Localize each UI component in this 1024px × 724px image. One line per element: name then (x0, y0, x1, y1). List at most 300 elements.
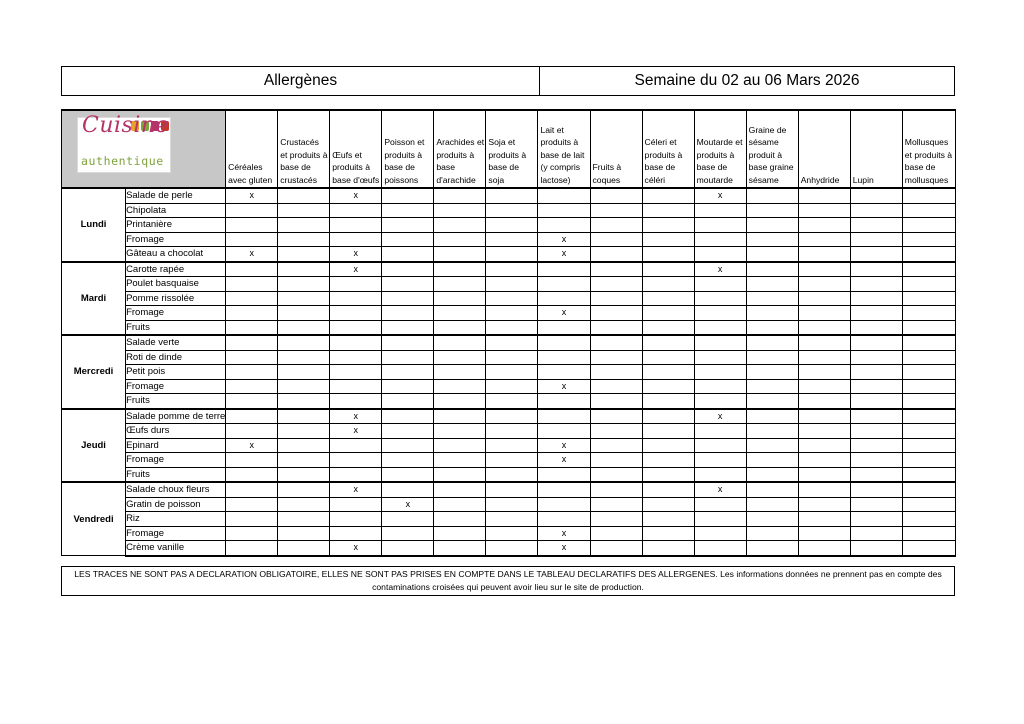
allergen-mark-cell (382, 232, 434, 247)
allergen-mark-cell (278, 453, 330, 468)
table-row (62, 409, 956, 424)
allergen-mark-cell (798, 467, 850, 482)
allergen-mark-cell: x (330, 424, 382, 439)
allergen-mark-cell: x (382, 497, 434, 512)
allergen-mark-cell (486, 232, 538, 247)
allergen-mark-cell (798, 409, 850, 424)
allergen-mark-cell (434, 335, 486, 350)
allergen-mark-cell: x (694, 262, 746, 277)
table-row (62, 306, 956, 321)
allergen-mark-cell (902, 512, 955, 527)
allergen-mark-cell: x (330, 188, 382, 203)
allergen-mark-cell (746, 526, 798, 541)
allergen-mark-cell (642, 320, 694, 335)
allergen-mark-cell (226, 379, 278, 394)
allergen-mark-cell (486, 350, 538, 365)
allergen-mark-cell (590, 409, 642, 424)
allergen-mark-cell (330, 350, 382, 365)
col-header-moutarde: Moutarde et produits à base de moutarde (694, 110, 746, 188)
allergen-mark-cell (902, 365, 955, 380)
allergen-mark-cell (642, 188, 694, 203)
allergen-mark-cell (486, 335, 538, 350)
allergen-mark-cell (278, 526, 330, 541)
allergen-mark-cell (642, 394, 694, 409)
allergen-mark-cell (642, 335, 694, 350)
allergen-mark-cell (434, 453, 486, 468)
allergen-mark-cell (486, 409, 538, 424)
table-row (62, 526, 956, 541)
allergen-mark-cell: x (538, 453, 590, 468)
allergen-mark-cell (850, 541, 902, 556)
allergen-mark-cell (746, 335, 798, 350)
allergen-mark-cell (590, 350, 642, 365)
allergen-mark-cell (850, 218, 902, 233)
allergen-mark-cell (902, 277, 955, 292)
allergen-mark-cell (798, 188, 850, 203)
allergen-mark-cell (226, 365, 278, 380)
allergen-mark-cell (850, 188, 902, 203)
allergen-mark-cell (902, 424, 955, 439)
cuisine-authentique-logo (77, 113, 171, 173)
allergen-mark-cell (590, 218, 642, 233)
col-header-soja: Soja et produits à base de soja (486, 110, 538, 188)
allergen-mark-cell (694, 320, 746, 335)
allergen-mark-cell (642, 424, 694, 439)
allergen-mark-cell (798, 291, 850, 306)
table-row (62, 203, 956, 218)
allergen-mark-cell (798, 453, 850, 468)
allergen-mark-cell (590, 497, 642, 512)
dish-name: Fromage (126, 453, 226, 468)
allergen-mark-cell (746, 188, 798, 203)
allergen-mark-cell (902, 438, 955, 453)
allergen-mark-cell (382, 526, 434, 541)
allergen-mark-cell (798, 394, 850, 409)
allergen-mark-cell (330, 394, 382, 409)
dish-name: Fruits (126, 394, 226, 409)
allergen-mark-cell (226, 350, 278, 365)
allergen-mark-cell (434, 467, 486, 482)
allergen-mark-cell (642, 453, 694, 468)
dish-name: Fromage (126, 379, 226, 394)
allergen-mark-cell (486, 365, 538, 380)
allergen-mark-cell (382, 424, 434, 439)
allergen-mark-cell (850, 262, 902, 277)
allergen-mark-cell (902, 350, 955, 365)
table-row (62, 512, 956, 527)
allergen-mark-cell (382, 467, 434, 482)
allergen-mark-cell (382, 188, 434, 203)
col-header-arachides: Arachides et produits à base d'arachide (434, 110, 486, 188)
table-row (62, 291, 956, 306)
allergen-mark-cell (330, 320, 382, 335)
table-row (62, 218, 956, 233)
allergen-mark-cell (746, 394, 798, 409)
allergen-mark-cell (382, 438, 434, 453)
allergen-mark-cell (902, 232, 955, 247)
allergen-mark-cell (330, 467, 382, 482)
allergen-mark-cell (590, 277, 642, 292)
allergen-mark-cell: x (538, 306, 590, 321)
allergen-mark-cell (486, 453, 538, 468)
dish-name: Pomme rissolée (126, 291, 226, 306)
allergen-mark-cell (330, 438, 382, 453)
allergen-mark-cell (642, 379, 694, 394)
allergen-mark-cell (278, 350, 330, 365)
dish-name: Œufs durs (126, 424, 226, 439)
allergen-mark-cell (538, 497, 590, 512)
dish-name: Riz (126, 512, 226, 527)
allergen-mark-cell (226, 424, 278, 439)
allergen-mark-cell (278, 482, 330, 497)
allergen-mark-cell (278, 335, 330, 350)
allergen-mark-cell (642, 482, 694, 497)
day-label: Mardi (62, 262, 126, 336)
allergen-mark-cell (278, 277, 330, 292)
allergen-mark-cell (902, 497, 955, 512)
table-row (62, 453, 956, 468)
allergen-mark-cell (382, 277, 434, 292)
allergen-mark-cell (694, 541, 746, 556)
allergen-mark-cell (486, 320, 538, 335)
allergen-mark-cell (226, 277, 278, 292)
allergen-mark-cell (434, 306, 486, 321)
allergen-mark-cell (850, 291, 902, 306)
header-bar (61, 66, 955, 96)
allergen-mark-cell (850, 277, 902, 292)
allergen-mark-cell (538, 394, 590, 409)
allergen-table (61, 109, 956, 557)
allergen-mark-cell (642, 262, 694, 277)
allergen-mark-cell (694, 438, 746, 453)
allergen-mark-cell (538, 335, 590, 350)
allergen-mark-cell (278, 188, 330, 203)
allergen-mark-cell (590, 526, 642, 541)
allergen-mark-cell (590, 453, 642, 468)
allergen-mark-cell (538, 218, 590, 233)
allergen-mark-cell (486, 277, 538, 292)
allergen-mark-cell (330, 232, 382, 247)
logo-text-authentique: authentique (81, 154, 164, 168)
allergen-mark-cell (278, 467, 330, 482)
allergen-mark-cell (590, 262, 642, 277)
table-row (62, 394, 956, 409)
allergen-mark-cell (902, 218, 955, 233)
allergen-mark-cell (798, 247, 850, 262)
allergen-mark-cell (902, 541, 955, 556)
logo-cell (62, 110, 226, 188)
allergen-mark-cell (642, 526, 694, 541)
allergen-mark-cell (798, 541, 850, 556)
allergen-mark-cell (434, 526, 486, 541)
allergen-mark-cell (330, 306, 382, 321)
col-header-celeri: Céleri et produits à base de céléri (642, 110, 694, 188)
allergen-mark-cell (382, 291, 434, 306)
allergen-mark-cell (850, 365, 902, 380)
document-title: Allergènes (62, 67, 540, 95)
allergen-mark-cell: x (538, 247, 590, 262)
allergen-mark-cell (798, 306, 850, 321)
allergen-mark-cell (538, 365, 590, 380)
allergen-mark-cell (590, 365, 642, 380)
allergen-mark-cell (486, 306, 538, 321)
dish-name: Salade choux fleurs (126, 482, 226, 497)
allergen-mark-cell (226, 320, 278, 335)
allergen-mark-cell (798, 262, 850, 277)
allergen-mark-cell (798, 497, 850, 512)
allergen-mark-cell (642, 277, 694, 292)
allergen-mark-cell (642, 218, 694, 233)
allergen-mark-cell (746, 512, 798, 527)
allergen-mark-cell (226, 453, 278, 468)
allergen-mark-cell (850, 438, 902, 453)
allergen-mark-cell: x (538, 526, 590, 541)
table-row (62, 541, 956, 556)
allergen-mark-cell (226, 409, 278, 424)
day-label: Mercredi (62, 335, 126, 409)
allergen-mark-cell (902, 320, 955, 335)
allergen-mark-cell (486, 424, 538, 439)
allergen-mark-cell (746, 409, 798, 424)
allergen-mark-cell (798, 424, 850, 439)
allergen-mark-cell (382, 350, 434, 365)
allergen-mark-cell (538, 262, 590, 277)
allergen-mark-cell (694, 247, 746, 262)
allergen-mark-cell (746, 247, 798, 262)
col-header-mollusques: Mollusques et produits à base de mollusques (902, 110, 955, 188)
allergen-mark-cell (486, 291, 538, 306)
allergen-mark-cell (642, 203, 694, 218)
allergen-mark-cell (798, 350, 850, 365)
allergen-mark-cell (590, 320, 642, 335)
allergen-mark-cell: x (330, 247, 382, 262)
allergen-mark-cell (382, 379, 434, 394)
allergen-mark-cell (746, 365, 798, 380)
allergen-mark-cell (902, 335, 955, 350)
allergen-mark-cell (382, 203, 434, 218)
allergen-mark-cell (486, 188, 538, 203)
allergen-mark-cell: x (538, 541, 590, 556)
allergen-mark-cell (746, 453, 798, 468)
allergen-mark-cell (382, 320, 434, 335)
allergen-mark-cell: x (330, 482, 382, 497)
allergen-mark-cell (226, 394, 278, 409)
allergen-mark-cell: x (330, 409, 382, 424)
allergen-mark-cell (434, 424, 486, 439)
table-row (62, 232, 956, 247)
allergen-mark-cell (382, 512, 434, 527)
allergen-mark-cell (538, 203, 590, 218)
week-label: Semaine du 02 au 06 Mars 2026 (634, 72, 860, 89)
allergen-mark-cell: x (694, 188, 746, 203)
dish-name: Salade verte (126, 335, 226, 350)
allergen-mark-cell (382, 306, 434, 321)
allergen-mark-cell (694, 512, 746, 527)
allergen-mark-cell (694, 277, 746, 292)
dish-name: Crème vanille (126, 541, 226, 556)
table-row (62, 335, 956, 350)
allergen-mark-cell (590, 291, 642, 306)
allergen-mark-cell (902, 394, 955, 409)
allergen-mark-cell (590, 379, 642, 394)
allergen-mark-cell (538, 188, 590, 203)
table-row (62, 497, 956, 512)
allergen-table-body (62, 188, 956, 556)
allergen-mark-cell (642, 306, 694, 321)
allergen-mark-cell (798, 526, 850, 541)
table-row (62, 379, 956, 394)
allergen-mark-cell (538, 512, 590, 527)
allergen-mark-cell (434, 350, 486, 365)
allergen-mark-cell (226, 335, 278, 350)
allergen-mark-cell (486, 482, 538, 497)
allergen-mark-cell (694, 526, 746, 541)
allergen-mark-cell (278, 365, 330, 380)
col-header-sesame: Graine de sésame produit à base graine sésame (746, 110, 798, 188)
allergen-mark-cell (746, 467, 798, 482)
table-row (62, 320, 956, 335)
allergen-mark-cell (486, 379, 538, 394)
allergen-mark-cell (850, 526, 902, 541)
allergen-mark-cell (226, 497, 278, 512)
allergen-mark-cell (226, 291, 278, 306)
col-header-poisson: Poisson et produits à base de poissons (382, 110, 434, 188)
allergen-mark-cell (226, 306, 278, 321)
allergen-mark-cell (382, 247, 434, 262)
allergen-mark-cell: x (694, 482, 746, 497)
allergen-mark-cell (694, 350, 746, 365)
allergen-mark-cell (278, 262, 330, 277)
allergen-mark-cell (278, 424, 330, 439)
allergen-mark-cell (486, 512, 538, 527)
allergen-mark-cell (486, 438, 538, 453)
dish-name: Printanière (126, 218, 226, 233)
allergen-mark-cell (590, 188, 642, 203)
allergen-mark-cell (434, 203, 486, 218)
allergen-mark-cell: x (330, 541, 382, 556)
allergen-mark-cell (798, 320, 850, 335)
allergen-mark-cell (798, 379, 850, 394)
allergen-mark-cell (486, 247, 538, 262)
allergen-mark-cell (746, 497, 798, 512)
allergen-mark-cell (486, 526, 538, 541)
allergen-mark-cell (434, 365, 486, 380)
allergen-mark-cell (330, 291, 382, 306)
allergen-mark-cell: x (694, 409, 746, 424)
allergen-mark-cell (590, 541, 642, 556)
allergen-mark-cell (746, 482, 798, 497)
allergen-mark-cell (642, 541, 694, 556)
col-header-lait: Lait et produits à base de lait (y compris lactose) (538, 110, 590, 188)
allergen-mark-cell (330, 335, 382, 350)
allergen-mark-cell (746, 379, 798, 394)
allergen-mark-cell (746, 424, 798, 439)
allergen-mark-cell (434, 541, 486, 556)
dish-name: Gratin de poisson (126, 497, 226, 512)
allergen-mark-cell (278, 512, 330, 527)
allergen-mark-cell (902, 409, 955, 424)
allergen-mark-cell (694, 394, 746, 409)
allergen-mark-cell (642, 350, 694, 365)
allergen-mark-cell (798, 512, 850, 527)
allergen-mark-cell (798, 203, 850, 218)
allergen-mark-cell (746, 262, 798, 277)
dish-name: Fromage (126, 232, 226, 247)
allergen-mark-cell (850, 497, 902, 512)
allergen-mark-cell (746, 306, 798, 321)
dish-name: Carotte rapée (126, 262, 226, 277)
allergen-mark-cell (434, 218, 486, 233)
allergen-mark-cell (746, 203, 798, 218)
table-row (62, 247, 956, 262)
allergen-mark-cell (694, 365, 746, 380)
allergen-mark-cell (226, 512, 278, 527)
allergen-mark-cell (746, 320, 798, 335)
allergen-mark-cell (278, 232, 330, 247)
dish-name: Chipolata (126, 203, 226, 218)
allergen-mark-cell (590, 335, 642, 350)
allergen-mark-cell (278, 320, 330, 335)
allergen-mark-cell (798, 365, 850, 380)
col-header-anhydride: Anhydride (798, 110, 850, 188)
allergen-mark-cell (850, 350, 902, 365)
allergen-mark-cell (590, 232, 642, 247)
allergen-mark-cell (278, 438, 330, 453)
allergen-mark-cell (434, 379, 486, 394)
allergen-mark-cell (382, 541, 434, 556)
allergen-mark-cell (798, 277, 850, 292)
allergen-mark-cell (746, 218, 798, 233)
allergen-mark-cell (434, 482, 486, 497)
allergen-mark-cell (694, 232, 746, 247)
dish-name: Epinard (126, 438, 226, 453)
allergen-mark-cell (330, 497, 382, 512)
allergen-mark-cell (850, 482, 902, 497)
allergen-mark-cell (486, 541, 538, 556)
col-header-lupin: Lupin (850, 110, 902, 188)
allergen-mark-cell (694, 218, 746, 233)
allergen-mark-cell: x (330, 262, 382, 277)
allergen-mark-cell (382, 365, 434, 380)
allergen-mark-cell (694, 306, 746, 321)
allergen-mark-cell (330, 453, 382, 468)
allergen-mark-cell (382, 262, 434, 277)
allergen-mark-cell (850, 203, 902, 218)
allergen-mark-cell (278, 497, 330, 512)
allergen-mark-cell (278, 379, 330, 394)
day-label: Lundi (62, 188, 126, 262)
dish-name: Poulet basquaise (126, 277, 226, 292)
table-row (62, 262, 956, 277)
col-header-gluten: Céréales avec gluten (226, 110, 278, 188)
allergen-mark-cell (434, 247, 486, 262)
allergen-mark-cell (330, 218, 382, 233)
allergen-mark-cell (850, 232, 902, 247)
allergen-mark-cell (486, 262, 538, 277)
allergen-mark-cell (278, 218, 330, 233)
allergen-mark-cell: x (226, 438, 278, 453)
allergen-mark-cell (434, 232, 486, 247)
allergen-mark-cell: x (538, 232, 590, 247)
allergen-mark-cell (278, 203, 330, 218)
allergen-mark-cell (590, 247, 642, 262)
allergen-mark-cell (694, 453, 746, 468)
dish-name: Gâteau a chocolat (126, 247, 226, 262)
allergen-mark-cell: x (538, 438, 590, 453)
allergen-mark-cell (902, 262, 955, 277)
allergen-mark-cell (226, 262, 278, 277)
allergen-mark-cell (590, 203, 642, 218)
